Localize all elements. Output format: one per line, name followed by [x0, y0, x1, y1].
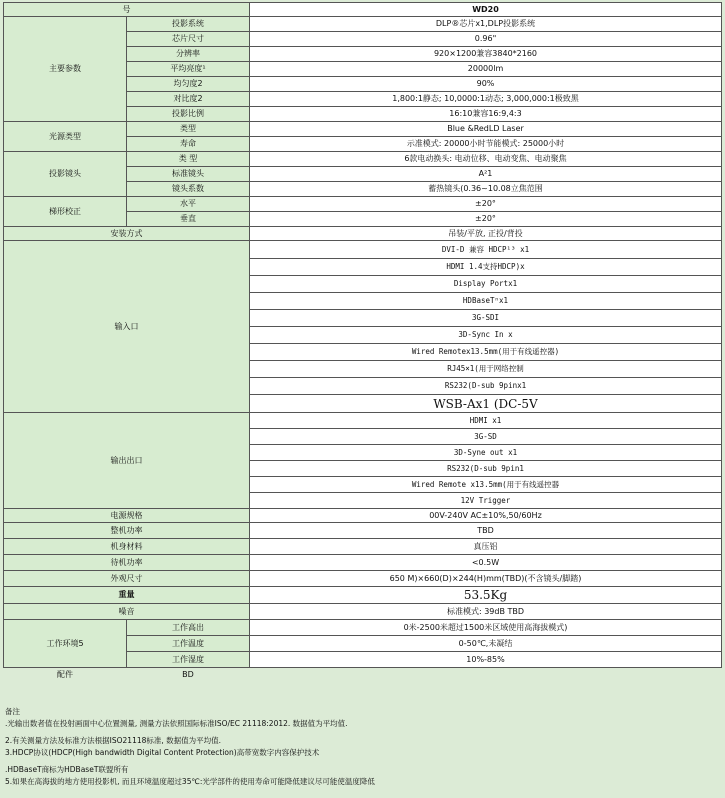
spec-value: A²1 [250, 167, 722, 182]
spec-row [4, 668, 722, 682]
spec-name: 整机功率 [4, 523, 250, 539]
input-port: HDBaseTⁿx1 [250, 293, 722, 310]
spec-value: 标准模式: 39dB TBD [250, 604, 722, 620]
spec-name: 机身材料 [4, 539, 250, 555]
spec-value: 示准模式: 20000小时节能模式: 25000小时 [250, 137, 722, 152]
spec-row [4, 571, 722, 587]
header-row [4, 3, 722, 17]
spec-name: 标准镜头 [127, 167, 250, 182]
note-line: 5.如果在高海拔的地方使用投影机, 而且环境温度超过35℃:光学部件的使用寿命可能降低建议尽可能使温度降低 [5, 776, 375, 786]
input-port: Wired Remotex13.5mm(用于有线遥控器) [250, 344, 722, 361]
spec-name: 芯片尺寸 [127, 32, 250, 47]
spec-name: 平均亮度¹ [127, 62, 250, 77]
spec-name: 寿命 [127, 137, 250, 152]
spec-value: 00V-240V AC±10%,50/60Hz [250, 509, 722, 523]
spec-row [4, 241, 722, 259]
note-line: 3.HDCP协议(HDCP(High bandwidth Digital Content Protection)高带宽数字内容保护技术 [5, 747, 320, 757]
spec-value: ±20° [250, 197, 722, 212]
accessories-empty [250, 668, 722, 682]
spec-row [4, 539, 722, 555]
spec-name: 工作高出 [127, 620, 250, 636]
output-port: 12V Trigger [250, 493, 722, 509]
spec-name: 安装方式 [4, 227, 250, 241]
spec-name: 投影比例 [127, 107, 250, 122]
model-value: WD20 [250, 3, 722, 17]
spec-row [4, 197, 722, 212]
category-main-params: 主要参数 [4, 17, 127, 122]
output-port: 3G-SD [250, 429, 722, 445]
spec-name: 水平 [127, 197, 250, 212]
spec-row [4, 122, 722, 137]
spec-value: DLP®芯片x1,DLP投影系统 [250, 17, 722, 32]
spec-name: 投影系统 [127, 17, 250, 32]
spec-name: 镜头系数 [127, 182, 250, 197]
input-port: RS232(D-sub 9pinx1 [250, 378, 722, 395]
spec-value: 蓄热镜头(0.36~10.08立焦范围 [250, 182, 722, 197]
input-port: 3D-Sync In x [250, 327, 722, 344]
spec-value: 20000lm [250, 62, 722, 77]
spec-row [4, 17, 722, 32]
input-port: WSB-Ax1 (DC-5V [250, 395, 722, 413]
spec-value: 真压铝 [250, 539, 722, 555]
spec-row [4, 413, 722, 429]
output-port: 3D-Syne out x1 [250, 445, 722, 461]
spec-value: 920×1200兼容3840*2160 [250, 47, 722, 62]
spec-value: <0.5W [250, 555, 722, 571]
category-environment: 工作环境5 [4, 620, 127, 668]
note-line: .光输出数者值在投射画面中心位置测量, 测量方法依照国际标准ISO/EC 21118:2012. 数据值为平均值. [5, 718, 348, 728]
spec-row [4, 604, 722, 620]
notes-section [5, 706, 717, 787]
output-port: HDMI x1 [250, 413, 722, 429]
header-label: 号 [4, 3, 250, 17]
accessories-value: BD [182, 669, 194, 679]
category-lens: 投影镜头 [4, 152, 127, 197]
spec-value: 0-50℃,未凝结 [250, 636, 722, 652]
spec-value: 6款电动换头: 电动位移、电动变焦、电动聚焦 [250, 152, 722, 167]
spec-value: 1,800:1静态; 10,0000:1动态; 3,000,000:1极致黑 [250, 92, 722, 107]
spec-name: 类型 [127, 122, 250, 137]
spec-row [4, 587, 722, 604]
spec-name: 外观尺寸 [4, 571, 250, 587]
input-port: RJ45×1(用于网络控制 [250, 361, 722, 378]
spec-value: 650 M)×660(D)×244(H)mm(TBD)(不含镜头/脚踏) [250, 571, 722, 587]
spec-name: 对比度2 [127, 92, 250, 107]
category-outputs: 输出出口 [4, 413, 250, 509]
output-port: RS232(D-sub 9pin1 [250, 461, 722, 477]
spec-value: 10%-85% [250, 652, 722, 668]
spec-row [4, 523, 722, 539]
spec-name: 工作温度 [127, 636, 250, 652]
spec-row [4, 620, 722, 636]
spec-value: 0.96" [250, 32, 722, 47]
spec-value: 吊装/平放, 正投/背投 [250, 227, 722, 241]
spec-name: 类 型 [127, 152, 250, 167]
output-port: Wired Remote x13.5mm(用于有线遥控器 [250, 477, 722, 493]
spec-row [4, 152, 722, 167]
spec-value: 90% [250, 77, 722, 92]
category-inputs: 输入口 [4, 241, 250, 413]
spec-name: 待机功率 [4, 555, 250, 571]
weight-value: 53.5Kg [250, 587, 722, 604]
spec-row [4, 509, 722, 523]
spec-row [4, 227, 722, 241]
note-line: 2.有关测量方法及标准方法根据ISO21118标准, 数据值为平均值. [5, 736, 222, 745]
spec-value: 16:10兼容16:9,4:3 [250, 107, 722, 122]
category-light-source: 光源类型 [4, 122, 127, 152]
spec-name: 重量 [4, 587, 250, 604]
input-port: Display Portx1 [250, 276, 722, 293]
spec-value: ±20° [250, 212, 722, 227]
spec-value: 0米-2500米超过1500米区域使用高海拔模式) [250, 620, 722, 636]
input-port: 3G-SDI [250, 310, 722, 327]
spec-name: 电源规格 [4, 509, 250, 523]
spec-value: Blue &RedLD Laser [250, 122, 722, 137]
input-port: HDMI 1.4支持HDCP)x [250, 259, 722, 276]
spec-name: 分辨率 [127, 47, 250, 62]
spec-table [3, 2, 722, 682]
accessories-label: 配件 [57, 669, 73, 679]
notes-title: 备注 [5, 707, 20, 716]
spec-name: 噪音 [4, 604, 250, 620]
spec-name: 均匀度2 [127, 77, 250, 92]
note-line: .HDBaseT商标为HDBaseT联盟所有 [5, 765, 129, 774]
input-port: DVI-D 兼容 HDCP¹³ x1 [250, 241, 722, 259]
category-keystone: 梯形校正 [4, 197, 127, 227]
spec-name: 工作湿度 [127, 652, 250, 668]
spec-value: TBD [250, 523, 722, 539]
spec-name: 垂直 [127, 212, 250, 227]
spec-row [4, 555, 722, 571]
